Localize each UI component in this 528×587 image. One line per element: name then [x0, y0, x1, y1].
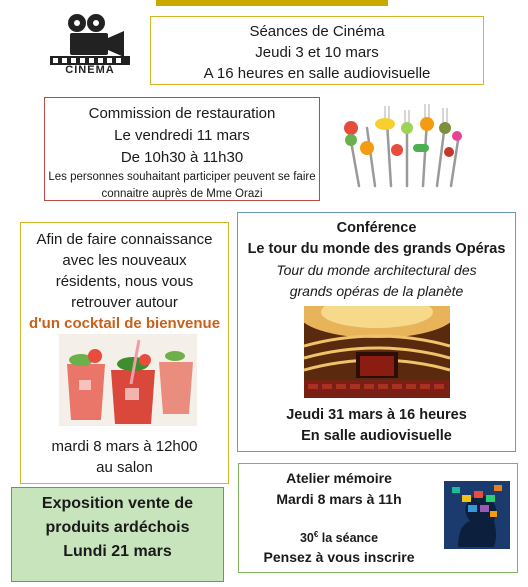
- fruit-forks-image: [337, 100, 467, 190]
- cinema-sessions-box: [150, 16, 484, 85]
- commission-time: De 10h30 à 11h30: [120, 149, 244, 166]
- exhibition-sale-box: [11, 487, 224, 582]
- atelier-price-amount: 30: [299, 531, 314, 546]
- cocktail-line-1: Afin de faire connaissance: [36, 231, 213, 248]
- conference-subtitle-2: grands opéras de la planète: [289, 283, 464, 299]
- film-camera-icon: [44, 10, 136, 66]
- atelier-price-currency: €: [313, 530, 319, 539]
- cinema-logo: [44, 10, 136, 80]
- commission-date: Le vendredi 11 mars: [114, 127, 250, 144]
- conference-box: [237, 212, 516, 452]
- atelier-note: Pensez à vous inscrire: [263, 549, 415, 566]
- opera-hall-photo: [304, 306, 450, 398]
- cinema-logo-text: CINEMA: [65, 64, 115, 76]
- commission-note-1: Les personnes souhaitant participer peuvent se faire: [48, 171, 316, 183]
- cocktail-line-4: retrouver autour: [71, 294, 178, 311]
- cocktail-place: au salon: [96, 459, 153, 476]
- expo-line-1: Exposition vente de: [41, 495, 194, 512]
- cocktail-line-3: résidents, nous vous: [55, 273, 194, 290]
- expo-line-2: produits ardéchois: [45, 519, 190, 536]
- atelier-price-suffix: la séance: [318, 531, 379, 546]
- brain-puzzle-image: [444, 481, 510, 549]
- conference-title: Le tour du monde des grands Opéras: [247, 241, 506, 257]
- cinema-title: Séances de Cinéma: [249, 23, 385, 40]
- expo-line-3: Lundi 21 mars: [63, 543, 172, 560]
- cocktail-date: mardi 8 mars à 12h00: [51, 438, 198, 455]
- top-accent-bar: [156, 0, 388, 6]
- conference-label: Conférence: [336, 220, 417, 236]
- commission-note-2: connaitre auprès de Mme Orazi: [101, 188, 263, 200]
- atelier-date: Mardi 8 mars à 11h: [276, 491, 402, 507]
- cinema-dates: Jeudi 3 et 10 mars: [255, 44, 379, 61]
- atelier-title: Atelier mémoire: [286, 470, 392, 486]
- atelier-price: [239, 526, 439, 547]
- conference-date: Jeudi 31 mars à 16 heures: [286, 407, 467, 423]
- commission-box: [44, 97, 320, 201]
- welcome-cocktail-box: [20, 222, 229, 484]
- conference-subtitle-1: Tour du monde architectural des: [276, 262, 477, 278]
- cocktail-highlight: d'un cocktail de bienvenue: [28, 315, 221, 332]
- cocktail-line-2: avec les nouveaux: [62, 252, 187, 269]
- cinema-place: A 16 heures en salle audiovisuelle: [203, 65, 431, 82]
- cocktail-photo: [59, 334, 197, 426]
- conference-place: En salle audiovisuelle: [301, 428, 452, 444]
- commission-title: Commission de restauration: [88, 105, 276, 122]
- memory-workshop-box: [238, 463, 518, 573]
